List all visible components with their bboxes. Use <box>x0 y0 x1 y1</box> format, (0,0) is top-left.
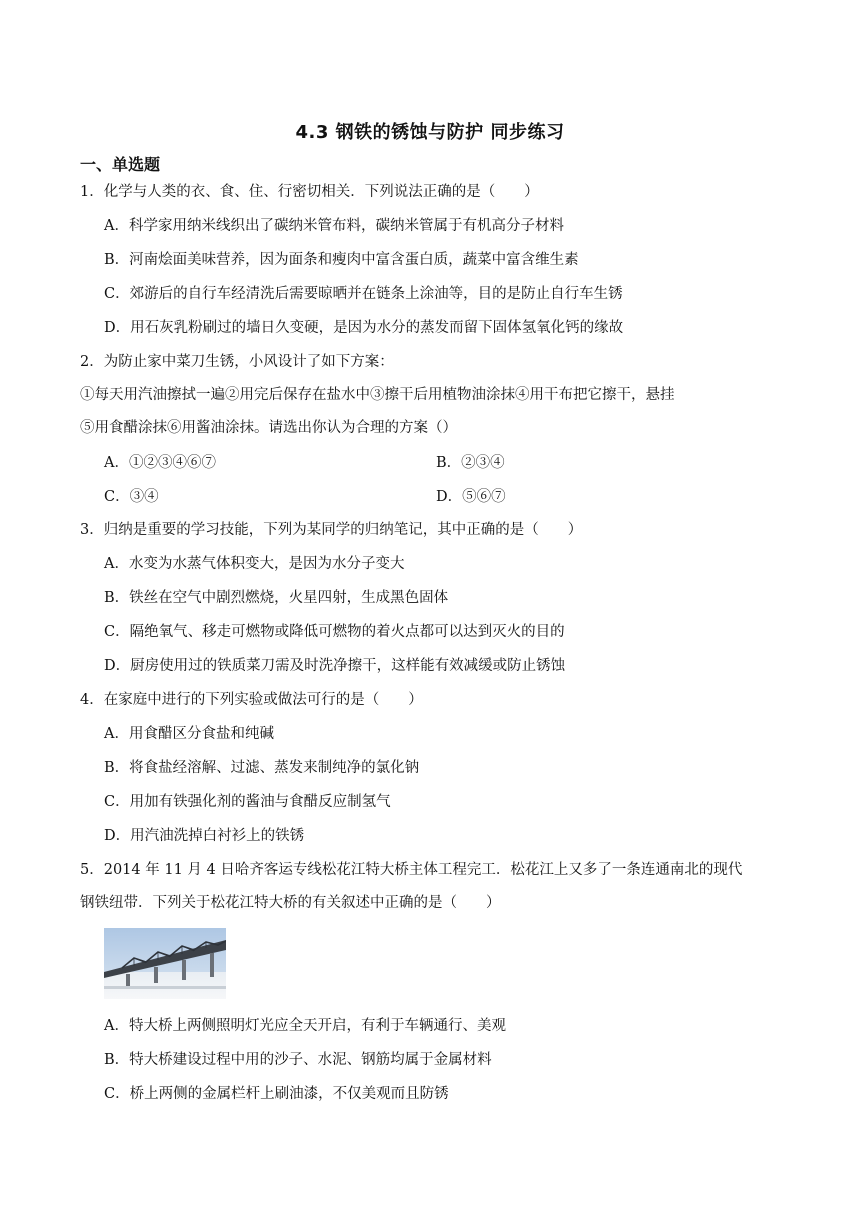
question-2-line-3: ⑤用食醋涂抹⑥用酱油涂抹。请选出你认为合理的方案（） <box>80 420 457 436</box>
question-4-option-b[interactable]: B．将食盐经溶解、过滤、蒸发来制纯净的氯化钠 <box>104 760 420 776</box>
question-2-option-c[interactable]: C．③④ <box>104 489 159 505</box>
question-5-option-a[interactable]: A．特大桥上两侧照明灯光应全天开启，有利于车辆通行、美观 <box>104 1018 506 1034</box>
question-3-option-a[interactable]: A．水变为水蒸气体积变大，是因为水分子变大 <box>104 556 405 572</box>
question-1-option-c[interactable]: C．郊游后的自行车经清洗后需要晾晒并在链条上涂油等，目的是防止自行车生锈 <box>104 286 623 302</box>
question-3-option-d[interactable]: D．厨房使用过的铁质菜刀需及时洗净擦干，这样能有效减缓或防止锈蚀 <box>104 658 566 674</box>
question-5-option-b[interactable]: B．特大桥建设过程中用的沙子、水泥、钢筋均属于金属材料 <box>104 1052 492 1068</box>
question-3-option-b[interactable]: B．铁丝在空气中剧烈燃烧，火星四射，生成黑色固体 <box>104 590 449 606</box>
question-5-line-2: 钢铁纽带．下列关于松花江特大桥的有关叙述中正确的是（ ） <box>80 895 501 911</box>
question-4-stem: 4．在家庭中进行的下列实验或做法可行的是（ ） <box>80 692 423 708</box>
question-4-option-d[interactable]: D．用汽油洗掉白衬衫上的铁锈 <box>104 828 305 844</box>
bridge-photo <box>104 928 226 999</box>
question-2-option-b[interactable]: B．②③④ <box>436 455 505 471</box>
question-5-option-c[interactable]: C．桥上两侧的金属栏杆上刷油漆，不仅美观而且防锈 <box>104 1086 449 1102</box>
question-3-stem: 3．归纳是重要的学习技能，下列为某同学的归纳笔记，其中正确的是（ ） <box>80 522 583 538</box>
question-2-stem: 2．为防止家中菜刀生锈，小风设计了如下方案： <box>80 354 394 370</box>
page-title: 4.3 钢铁的锈蚀与防护 同步练习 <box>295 122 565 143</box>
question-5-stem: 5．2014 年 11 月 4 日哈齐客运专线松花江特大桥主体工程完工．松花江上又多了一条连通南北的现代 <box>80 862 743 878</box>
question-1-stem: 1．化学与人类的衣、食、住、行密切相关．下列说法正确的是（ ） <box>80 184 539 200</box>
question-2-option-d[interactable]: D．⑤⑥⑦ <box>436 489 506 505</box>
question-4-option-a[interactable]: A．用食醋区分食盐和纯碱 <box>104 726 274 742</box>
section-heading: 一、单选题 <box>80 155 161 174</box>
question-1-option-b[interactable]: B．河南烩面美味营养，因为面条和瘦肉中富含蛋白质，蔬菜中富含维生素 <box>104 252 579 268</box>
question-1-option-d[interactable]: D．用石灰乳粉刷过的墙日久变硬，是因为水分的蒸发而留下固体氢氧化钙的缘故 <box>104 320 624 336</box>
question-3-option-c[interactable]: C．隔绝氧气、移走可燃物或降低可燃物的着火点都可以达到灭火的目的 <box>104 624 565 640</box>
question-1-option-a[interactable]: A．科学家用纳米线织出了碳纳米管布料，碳纳米管属于有机高分子材料 <box>104 218 564 234</box>
question-2-line-2: ①每天用汽油擦拭一遍②用完后保存在盐水中③擦干后用植物油涂抹④用干布把它擦干，悬挂 <box>80 387 675 403</box>
question-2-option-a[interactable]: A．①②③④⑥⑦ <box>104 455 216 471</box>
question-4-option-c[interactable]: C．用加有铁强化剂的酱油与食醋反应制氢气 <box>104 794 391 810</box>
